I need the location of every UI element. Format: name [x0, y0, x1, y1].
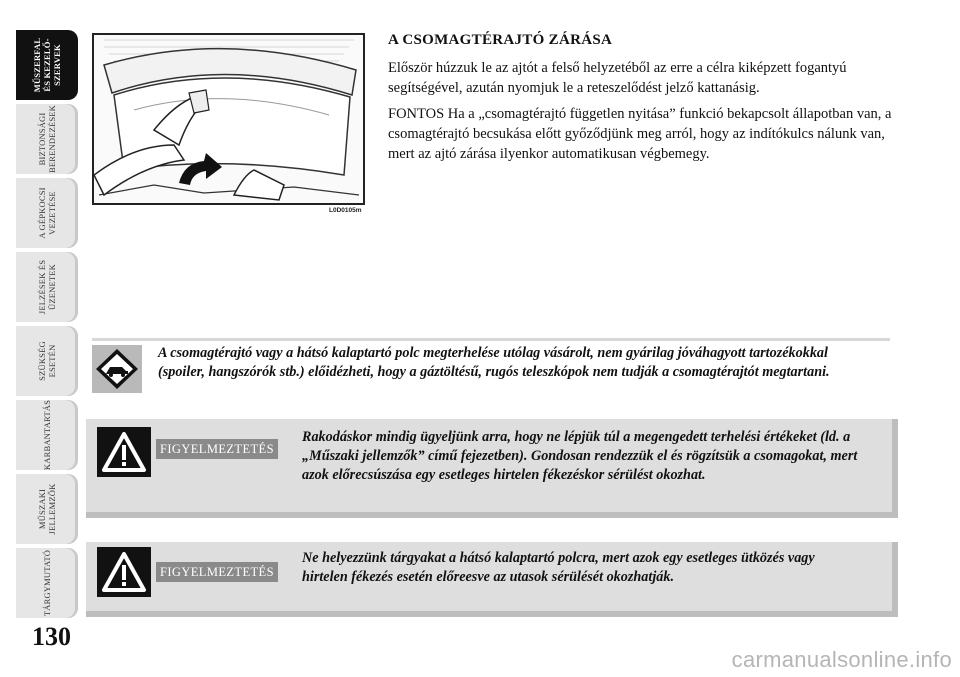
tab-jelzesek[interactable]: [16, 252, 78, 322]
tailgate-illustration: [92, 33, 365, 205]
tailgate-drawing: [94, 35, 363, 203]
page-number: 130: [32, 622, 71, 651]
tab-label: MŰSZERFAL ÉS KEZELŐ- SZERVEK: [32, 37, 62, 93]
figure-code: L0D0105m: [329, 207, 362, 214]
tab-label: SZÜKSÉG ESETÉN: [37, 341, 57, 381]
note-divider: [92, 338, 890, 341]
warning-text: Rakodáskor mindig ügyeljünk arra, hogy ne lépjük túl a megengedett terhelési értékeket (ld. a „Műszaki jellemzők” című fejezetben). Gondosan rendezzük el és rögzítsük a csomagokat, mert azok előrecsúszása egy esetleges hirtelen fékezéskor sérülést okozhat.: [302, 429, 858, 483]
tab-label: A GÉPKOCSI VEZETÉSE: [37, 187, 57, 239]
warning-triangle-icon: [97, 547, 151, 597]
warning-badge: FIGYELMEZTETÉS: [156, 562, 278, 582]
warning-text: Ne helyezzünk tárgyakat a hátsó kalaptartó polcra, mert azok egy esetleges ütközés vagy hirtelen fékezés esetén előreesve az utasok sérülését okozhatják.: [302, 550, 815, 585]
tab-szukseg-eseten[interactable]: [16, 326, 78, 396]
section-paragraph-1: Először húzzuk le az ajtót a felső helyzetéből az erre a célra kiképzett fogantyú segítségével, azután nyomjuk le a reteszelődést jelző kattanásig.: [388, 60, 847, 96]
warning-badge: FIGYELMEZTETÉS: [156, 439, 278, 459]
section-paragraph-2: FONTOS Ha a „csomagtérajtó független nyitása” funkció bekapcsolt állapotban van, a csomagtérajtó becsukása előtt győződjünk meg arról, hogy az indítókulcs nálunk van, mert az ajtó zárása ilyenkor automatikusan végbemegy.: [388, 106, 892, 162]
tab-label: JELZÉSEK ÉS ÜZENETEK: [37, 259, 57, 315]
tab-muszaki-jellemzok[interactable]: [16, 474, 78, 544]
tab-karbantartas[interactable]: [16, 400, 78, 470]
tab-targymutato[interactable]: [16, 548, 78, 618]
tab-label: TÁRGYMUTATÓ: [42, 549, 52, 617]
note-text: A csomagtérajtó vagy a hátsó kalaptartó polc megterhelése utólag vásárolt, nem gyárilag jóváhagyott tartozékokkal (spoiler, hangszórók stb.) előidézheti, hogy a gáztöltésű, rugós teleszkópok nem tudják a csomagtérajtót megtartani.: [158, 345, 830, 380]
tab-label: BIZTONSÁGI BERENDEZÉSEK: [37, 104, 57, 174]
tab-label: MŰSZAKI JELLEMZŐK: [37, 483, 57, 535]
tab-label: KARBANTARTÁS: [42, 399, 52, 471]
warning-box-1: [86, 419, 892, 512]
car-warning-icon: [92, 345, 142, 393]
warning-box-2: [86, 542, 892, 611]
warning-triangle-icon: [97, 427, 151, 477]
tab-biztonsagi[interactable]: [16, 104, 78, 174]
tab-muszerfal[interactable]: [16, 30, 78, 100]
section-title: A CSOMAGTÉRAJTÓ ZÁRÁSA: [388, 32, 613, 48]
watermark[interactable]: carmanualsonline.info: [731, 647, 952, 672]
tab-gepkocsi-vezetese[interactable]: [16, 178, 78, 248]
